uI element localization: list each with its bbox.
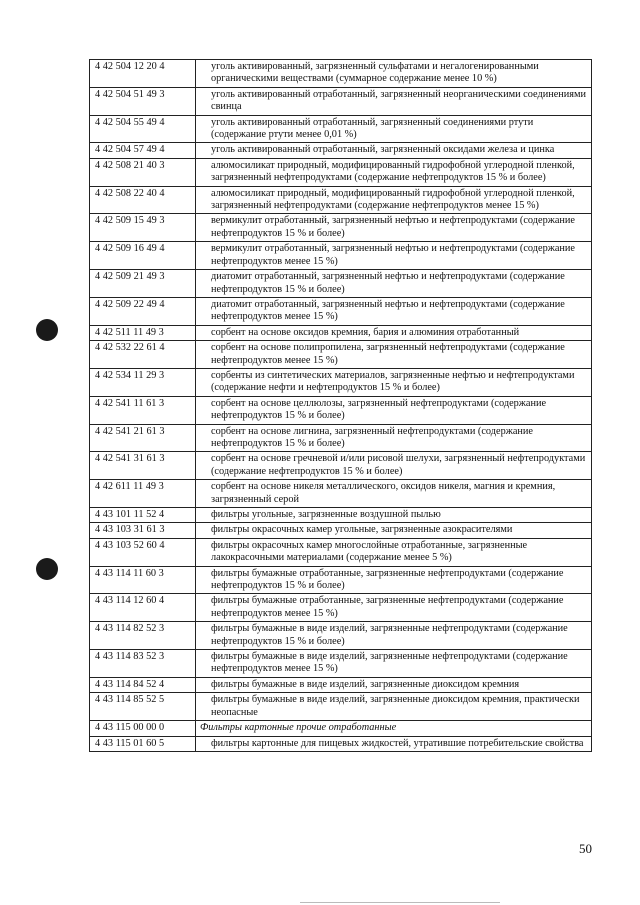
waste-classification-table <box>89 59 592 752</box>
waste-description-cell: фильтры окрасочных камер многослойные отработанные, загрязненные лакокрасочными материалами (содержание менее 5 %) <box>196 538 592 566</box>
waste-code-cell: 4 43 114 11 60 3 <box>90 566 196 594</box>
table-row <box>90 270 592 298</box>
waste-description-cell: фильтры бумажные в виде изделий, загрязненные нефтепродуктами (содержание нефтепродуктов менее 15 %) <box>196 650 592 678</box>
table-row <box>90 60 592 88</box>
table-row <box>90 480 592 508</box>
waste-description-cell: сорбент на основе целлюлозы, загрязненный нефтепродуктами (содержание нефтепродуктов 15 % и более) <box>196 396 592 424</box>
waste-description-cell: уголь активированный, загрязненный сульфатами и негалогенированными органическими веществами (суммарное содержание менее 10 %) <box>196 60 592 88</box>
waste-code-cell: 4 43 115 00 00 0 <box>90 721 196 736</box>
waste-code-cell: 4 42 611 11 49 3 <box>90 480 196 508</box>
table-row <box>90 677 592 692</box>
waste-description-cell: фильтры окрасочных камер угольные, загрязненные азокрасителями <box>196 523 592 538</box>
waste-code-cell: 4 43 114 84 52 4 <box>90 677 196 692</box>
table-row <box>90 186 592 214</box>
waste-description-cell: Фильтры картонные прочие отработанные <box>196 721 592 736</box>
table-row <box>90 538 592 566</box>
waste-description-cell: диатомит отработанный, загрязненный нефтью и нефтепродуктами (содержание нефтепродуктов менее 15 %) <box>196 297 592 325</box>
waste-code-cell: 4 43 103 52 60 4 <box>90 538 196 566</box>
waste-code-cell: 4 42 541 11 61 3 <box>90 396 196 424</box>
table-row <box>90 297 592 325</box>
waste-code-cell: 4 42 534 11 29 3 <box>90 368 196 396</box>
waste-code-cell: 4 43 114 83 52 3 <box>90 650 196 678</box>
waste-code-cell: 4 43 103 31 61 3 <box>90 523 196 538</box>
waste-code-cell: 4 42 504 57 49 4 <box>90 143 196 158</box>
waste-code-cell: 4 42 532 22 61 4 <box>90 341 196 369</box>
table-row <box>90 325 592 340</box>
table-row <box>90 650 592 678</box>
waste-description-cell: уголь активированный отработанный, загрязненный оксидами железа и цинка <box>196 143 592 158</box>
punch-hole-icon <box>36 558 58 580</box>
waste-code-cell: 4 42 504 55 49 4 <box>90 115 196 143</box>
table-row <box>90 396 592 424</box>
waste-code-cell: 4 42 504 51 49 3 <box>90 87 196 115</box>
waste-description-cell: фильтры бумажные в виде изделий, загрязненные нефтепродуктами (содержание нефтепродуктов 15 % и более) <box>196 622 592 650</box>
waste-description-cell: сорбент на основе никеля металлического, оксидов никеля, магния и кремния, загрязненный серой <box>196 480 592 508</box>
table-row <box>90 341 592 369</box>
waste-description-cell: сорбент на основе полипропилена, загрязненный нефтепродуктами (содержание нефтепродуктов менее 15 %) <box>196 341 592 369</box>
page-number: 50 <box>579 841 592 856</box>
table-row <box>90 368 592 396</box>
waste-code-cell: 4 42 509 15 49 3 <box>90 214 196 242</box>
waste-description-cell: фильтры бумажные отработанные, загрязненные нефтепродуктами (содержание нефтепродуктов 15 % и более) <box>196 566 592 594</box>
table-row <box>90 158 592 186</box>
waste-code-cell: 4 42 541 21 61 3 <box>90 424 196 452</box>
scan-artifact-line <box>300 902 500 903</box>
waste-code-cell: 4 43 115 01 60 5 <box>90 736 196 751</box>
waste-description-cell: фильтры бумажные в виде изделий, загрязненные диоксидом кремния, практически неопасные <box>196 693 592 721</box>
waste-description-cell: уголь активированный отработанный, загрязненный неорганическими соединениями свинца <box>196 87 592 115</box>
table-row <box>90 214 592 242</box>
punch-hole-icon <box>36 319 58 341</box>
waste-code-cell: 4 43 114 85 52 5 <box>90 693 196 721</box>
waste-code-cell: 4 42 509 21 49 3 <box>90 270 196 298</box>
waste-description-cell: сорбент на основе лигнина, загрязненный нефтепродуктами (содержание нефтепродуктов 15 % и более) <box>196 424 592 452</box>
waste-description-cell: фильтры бумажные в виде изделий, загрязненные диоксидом кремния <box>196 677 592 692</box>
waste-code-cell: 4 42 541 31 61 3 <box>90 452 196 480</box>
waste-description-cell: сорбенты из синтетических материалов, загрязненные нефтью и нефтепродуктами (содержание нефти и нефтепродуктов 15 % и более) <box>196 368 592 396</box>
waste-description-cell: фильтры угольные, загрязненные воздушной пылью <box>196 508 592 523</box>
table-row <box>90 424 592 452</box>
waste-description-cell: сорбент на основе оксидов кремния, бария и алюминия отработанный <box>196 325 592 340</box>
table-row <box>90 693 592 721</box>
waste-description-cell: фильтры картонные для пищевых жидкостей, утратившие потребительские свойства <box>196 736 592 751</box>
waste-description-cell: вермикулит отработанный, загрязненный нефтью и нефтепродуктами (содержание нефтепродуктов 15 % и более) <box>196 214 592 242</box>
waste-description-cell: алюмосиликат природный, модифицированный гидрофобной углеродной пленкой, загрязненный нефтепродуктами (содержание нефтепродуктов 15 % и более) <box>196 158 592 186</box>
table-row <box>90 523 592 538</box>
table-row <box>90 622 592 650</box>
table-body <box>90 60 592 752</box>
waste-code-cell: 4 43 114 82 52 3 <box>90 622 196 650</box>
table-row <box>90 736 592 751</box>
waste-description-cell: диатомит отработанный, загрязненный нефтью и нефтепродуктами (содержание нефтепродуктов 15 % и более) <box>196 270 592 298</box>
waste-code-cell: 4 42 509 22 49 4 <box>90 297 196 325</box>
waste-code-cell: 4 42 504 12 20 4 <box>90 60 196 88</box>
table-row <box>90 242 592 270</box>
table-row <box>90 115 592 143</box>
table-row <box>90 594 592 622</box>
waste-description-cell: уголь активированный отработанный, загрязненный соединениями ртути (содержание ртути менее 0,01 %) <box>196 115 592 143</box>
waste-code-cell: 4 42 509 16 49 4 <box>90 242 196 270</box>
waste-code-cell: 4 42 508 21 40 3 <box>90 158 196 186</box>
waste-description-cell: фильтры бумажные отработанные, загрязненные нефтепродуктами (содержание нефтепродуктов менее 15 %) <box>196 594 592 622</box>
table-row <box>90 452 592 480</box>
waste-code-cell: 4 42 511 11 49 3 <box>90 325 196 340</box>
waste-code-cell: 4 43 101 11 52 4 <box>90 508 196 523</box>
table-row <box>90 143 592 158</box>
waste-description-cell: алюмосиликат природный, модифицированный гидрофобной углеродной пленкой, загрязненный нефтепродуктами (содержание нефтепродуктов менее 15 %) <box>196 186 592 214</box>
table-row <box>90 566 592 594</box>
waste-description-cell: вермикулит отработанный, загрязненный нефтью и нефтепродуктами (содержание нефтепродуктов менее 15 %) <box>196 242 592 270</box>
waste-description-cell: сорбент на основе гречневой и/или рисовой шелухи, загрязненный нефтепродуктами (содержание нефтепродуктов 15 % и более) <box>196 452 592 480</box>
table-group-row <box>90 721 592 736</box>
waste-code-cell: 4 42 508 22 40 4 <box>90 186 196 214</box>
waste-code-cell: 4 43 114 12 60 4 <box>90 594 196 622</box>
table-row <box>90 508 592 523</box>
table-row <box>90 87 592 115</box>
